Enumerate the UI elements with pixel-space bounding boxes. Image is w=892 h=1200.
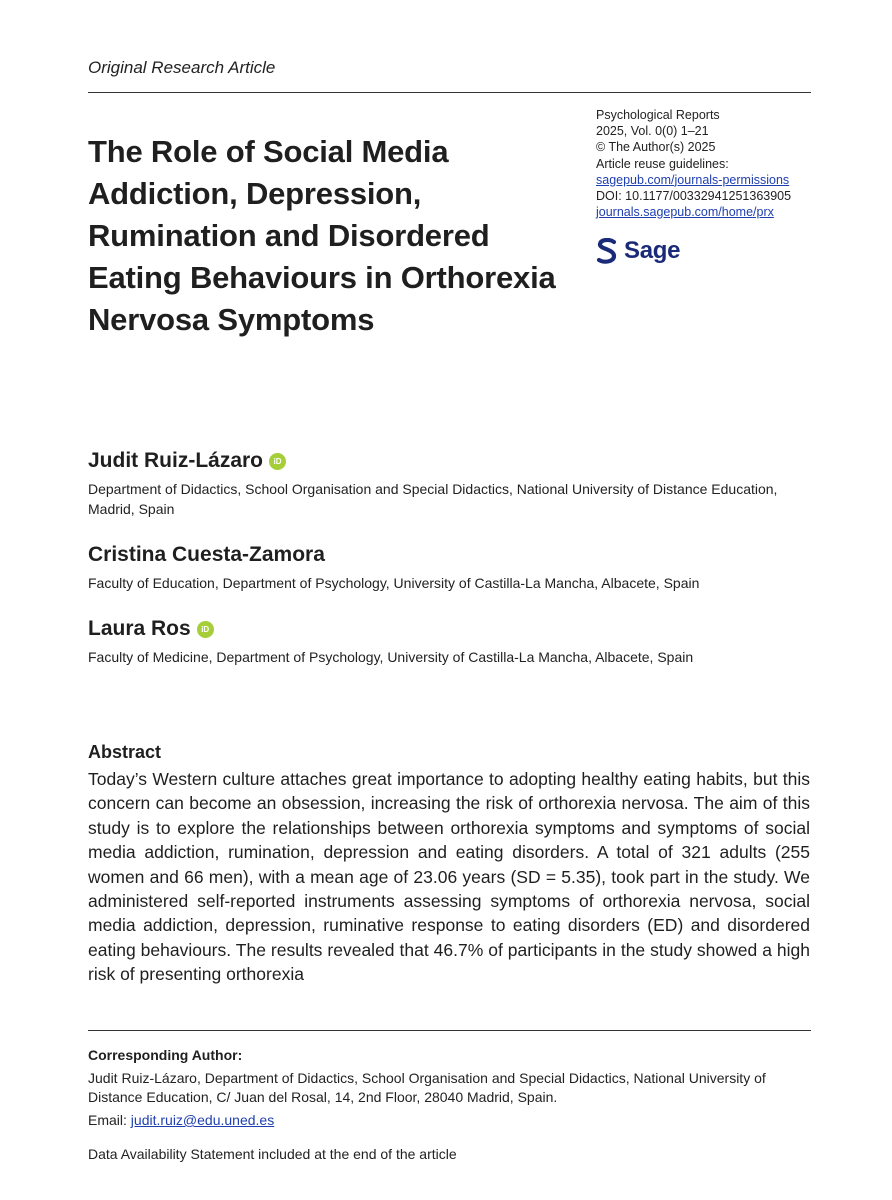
author-block bbox=[88, 449, 798, 519]
author-name: Cristina Cuesta-Zamora bbox=[88, 543, 325, 566]
author-block bbox=[88, 543, 798, 593]
corresponding-heading: Corresponding Author: bbox=[88, 1047, 243, 1063]
email-label: Email: bbox=[88, 1112, 127, 1128]
corresponding-email-line bbox=[88, 1112, 274, 1128]
journal-issue: 2025, Vol. 0(0) 1–21 bbox=[596, 124, 709, 139]
author-affiliation: Department of Didactics, School Organisation and Special Didactics, National University of Distance Education, Madrid, Spain bbox=[88, 481, 778, 517]
email-link[interactable]: judit.ruiz@edu.uned.es bbox=[130, 1112, 275, 1128]
article-title: The Role of Social Media Addiction, Depression, Rumination and Disordered Eating Behaviours in Orthorexia Nervosa Symptoms bbox=[88, 134, 556, 337]
sage-s-icon bbox=[596, 238, 618, 265]
data-availability-statement: Data Availability Statement included at the end of the article bbox=[88, 1146, 457, 1162]
footnote-rule bbox=[88, 1030, 811, 1031]
reuse-label: Article reuse guidelines: bbox=[596, 156, 729, 171]
author-affiliation: Faculty of Education, Department of Psychology, University of Castilla-La Mancha, Albacete, Spain bbox=[88, 575, 700, 591]
doi: DOI: 10.1177/00332941251363905 bbox=[596, 189, 792, 204]
author-name: Judit Ruiz-Lázaro bbox=[88, 449, 264, 472]
journal-name: Psychological Reports bbox=[596, 108, 720, 122]
orcid-icon[interactable]: iD bbox=[197, 621, 214, 638]
top-rule bbox=[88, 92, 811, 93]
author-name: Laura Ros bbox=[88, 617, 191, 640]
reuse-link[interactable]: sagepub.com/journals-permissions bbox=[596, 172, 790, 187]
abstract-heading: Abstract bbox=[88, 742, 162, 762]
sage-logo bbox=[596, 237, 680, 265]
orcid-icon[interactable]: iD bbox=[269, 453, 286, 470]
author-affiliation: Faculty of Medicine, Department of Psychology, University of Castilla-La Mancha, Albacete, Spain bbox=[88, 649, 694, 665]
journal-meta bbox=[596, 107, 836, 220]
copyright: © The Author(s) 2025 bbox=[596, 140, 716, 155]
journal-home-link[interactable]: journals.sagepub.com/home/prx bbox=[596, 205, 774, 220]
sage-wordmark: Sage bbox=[624, 237, 681, 264]
article-type: Original Research Article bbox=[88, 58, 276, 77]
author-block bbox=[88, 617, 798, 667]
abstract-text: Today’s Western culture attaches great importance to adopting healthy eating habits, but this concern can become an obsession, increasing the risk of orthorexia nervosa. The aim of this study is to explore the relationships between orthorexia symptoms and symptoms of social media addiction, rumination, depression and eating disorders. A total of 321 adults (255 women and 66 men), with a mean age of 23.06 years (SD = 5.35), took part in the study. We administered self-reported instruments assessing symptoms of orthorexia nervosa, social media addiction, depression, ruminative response to eating disorders (ED) and disordered eating behaviours. The results revealed that 46.7% of participants in the study showed a high risk of presenting orthorexia bbox=[88, 769, 810, 985]
corresponding-text: Judit Ruiz-Lázaro, Department of Didactics, School Organisation and Special Didactics, National University of Distance Education, C/ Juan del Rosal, 14, 2nd Floor, 28040 Madrid, Spain. bbox=[88, 1070, 766, 1105]
